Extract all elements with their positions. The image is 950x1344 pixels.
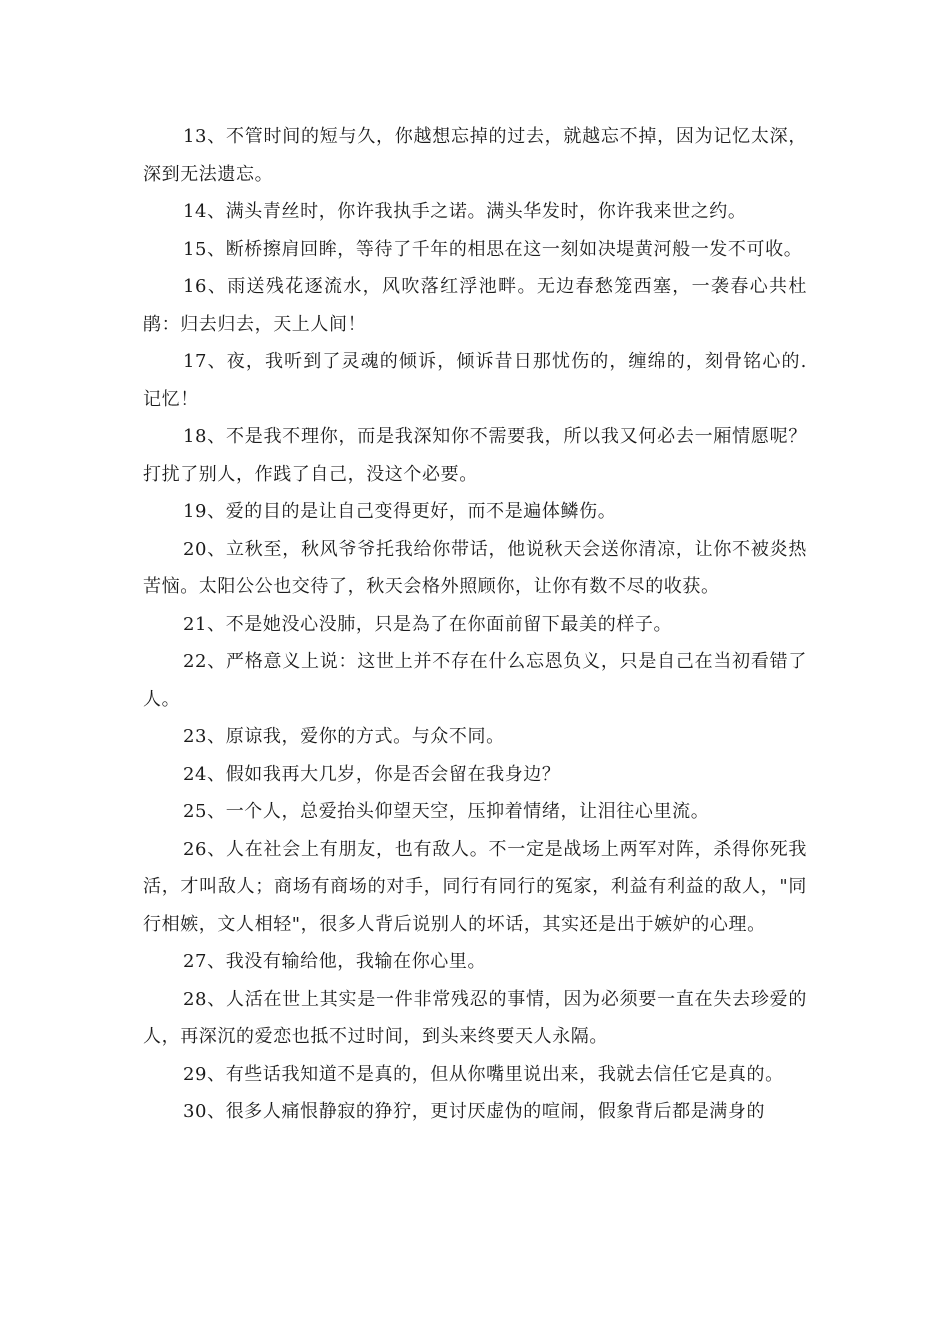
paragraph-26: 26、人在社会上有朋友，也有敌人。不一定是战场上两军对阵，杀得你死我活，才叫敌人；商场有商场的对手，同行有同行的冤家，利益有利益的敌人，"同行相嫉，文人相轻"，很多人背后说别人的坏话，其实还是出于嫉妒的心理。 [143,838,807,935]
paragraph-19: 19、爱的目的是让自己变得更好，而不是遍体鳞伤。 [183,501,617,522]
paragraph-14: 14、满头青丝时，你许我执手之诺。满头华发时，你许我来世之约。 [183,201,747,222]
paragraph-27: 27、我没有输给他，我输在你心里。 [183,951,487,972]
paragraph-15: 15、断桥擦肩回眸，等待了千年的相思在这一刻如决堤黄河般一发不可收。 [183,238,803,260]
paragraph-21: 21、不是她没心没肺，只是為了在你面前留下最美的样子。 [183,613,673,635]
paragraph-28: 28、人活在世上其实是一件非常残忍的事情，因为必须要一直在失去珍爱的人，再深沉的爱恋也抵不过时间，到头来终要天人永隔。 [143,988,807,1047]
paragraph-18: 18、不是我不理你，而是我深知你不需要我，所以我又何必去一厢情愿呢？打扰了别人，作践了自己，没这个必要。 [143,426,807,485]
paragraph-24: 24、假如我再大几岁，你是否会留在我身边？ [183,763,561,785]
paragraph-25: 25、一个人，总爱抬头仰望天空，压抑着情绪，让泪往心里流。 [183,801,710,822]
paragraph-20: 20、立秋至，秋风爷爷托我给你带话，他说秋天会送你清凉，让你不被炎热苦恼。太阳公公也交待了，秋天会格外照顾你，让你有数不尽的收获。 [143,538,807,597]
paragraph-23: 23、原谅我，爱你的方式。与众不同。 [183,726,505,747]
paragraph-30: 30、很多人痛恨静寂的狰狞，更讨厌虚伪的喧闹，假象背后都是满身的 [183,1101,766,1122]
paragraph-13: 13、不管时间的短与久，你越想忘掉的过去，就越忘不掉，因为记忆太深，深到无法遗忘。 [143,126,807,185]
paragraph-22: 22、严格意义上说：这世上并不存在什么忘恩负义，只是自己在当初看错了人。 [143,651,807,710]
paragraph-17: 17、夜，我听到了灵魂的倾诉，倾诉昔日那忧伤的，缠绵的，刻骨铭心的.记忆！ [143,351,807,410]
paragraph-29: 29、有些话我知道不是真的，但从你嘴里说出来，我就去信任它是真的。 [183,1063,784,1085]
paragraph-16: 16、雨送残花逐流水，风吹落红浮池畔。无边春愁笼西塞，一袭春心共杜鹃：归去归去，天上人间！ [143,276,807,335]
document-body [143,118,807,1131]
